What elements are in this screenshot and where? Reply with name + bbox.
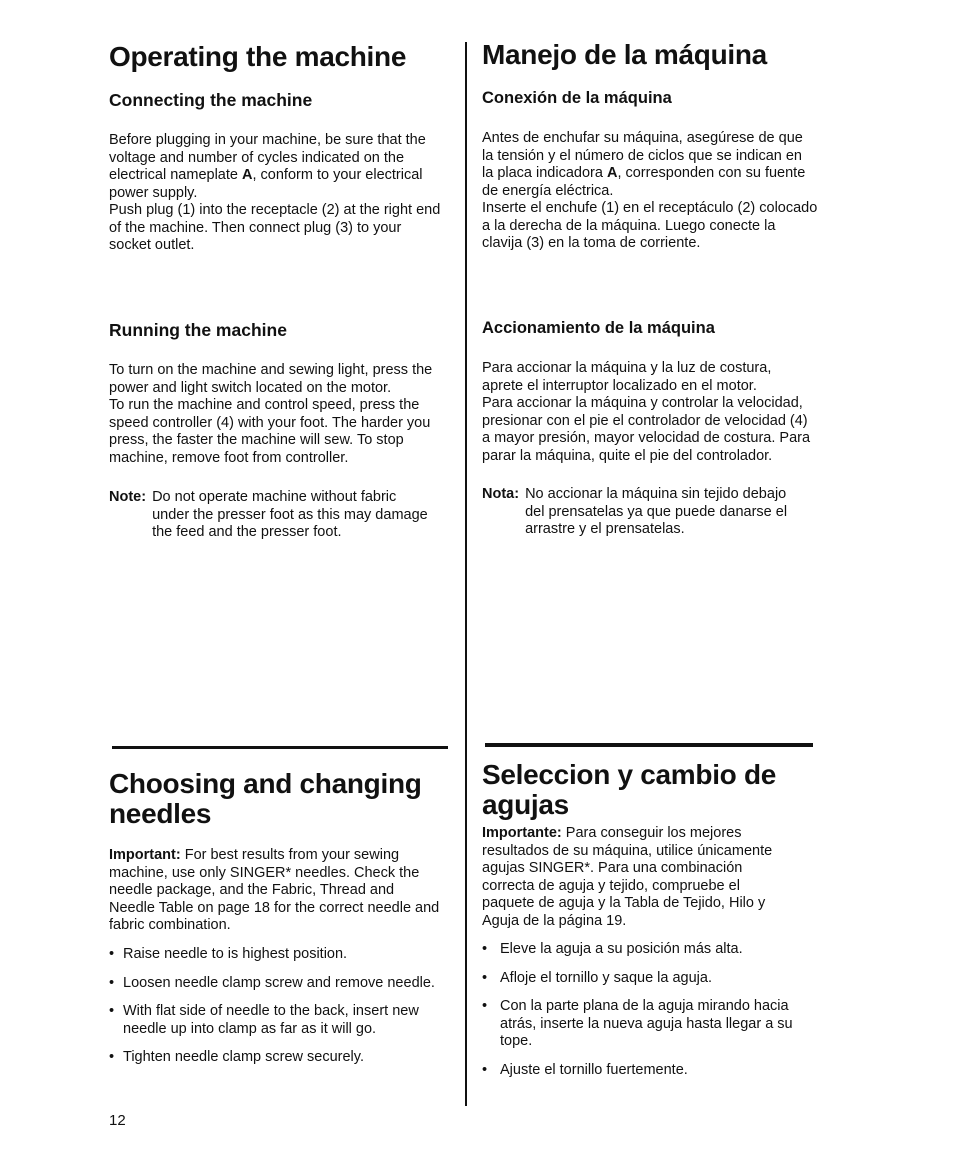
list-item: • Tighten needle clamp screw securely. [109,1049,364,1065]
connecting-text-es: Antes de enchufar su máquina, asegúrese de que la tensión y el número de ciclos que se indican en la placa indicadora A, corresponden con su fuente de energía eléctrica. Inserte el enchufe (1) en el receptáculo (2) colocado a la derecha de la máquina. Luego conecte la clavija (3) en la toma de corriente. [482,130,818,251]
note-label-es: Nota: [482,486,520,502]
connecting-heading-en: Connecting the machine [109,90,313,110]
bullet-icon: • [482,941,488,957]
list-item: • Ajuste el tornillo fuertemente. [482,1061,688,1078]
bullet-list-es [482,941,827,1079]
running-text-en: To turn on the machine and sewing light, press the power and light switch located on the motor. To run the machine and control speed, press the speed controller (4) with your foot. The harder you press, the faster the machine will sew. To stop machine, remove foot from controller. [109,362,433,466]
bullet-icon: • [109,1049,115,1065]
operating-title-es: Manejo de la máquina [482,39,767,70]
note-es [482,486,822,539]
bullet-icon: • [482,1061,488,1078]
choosing-title-es: Seleccion y cambio de agujas [482,759,777,820]
note-text-en: Do not operate machine without fabric under the presser foot as this may damage the feed and the presser foot. [152,489,428,540]
running-text-es: Para accionar la máquina y la luz de costura, aprete el interruptor localizado en el motor. Para accionar la máquina y controlar la velocidad, presionar con el pie el controlador de velocidad (4) a mayor presión, mayor velocidad de costura. Para parar la máquina, quite el pie del controlador. [482,360,811,464]
list-item: • Afloje el tornillo y saque la aguja. [482,969,712,986]
note-en [109,489,454,542]
running-heading-es: Accionamiento de la máquina [482,319,715,337]
note-text-es: No accionar la máquina sin tejido debajo del prensatelas ya que puede danarse el arrastre y el prensatelas. [525,486,788,537]
bullet-icon: • [109,946,115,962]
operating-title-en: Operating the machine [109,41,407,72]
list-item: • Raise needle to is highest position. [109,946,348,962]
important-en: Important: For best results from your sewing machine, use only SINGER* needles. Check the needle package, and the Fabric, Thread and Needle Table on page 18 for the correct needle and fabric combination. [109,847,440,933]
list-item: • Eleve la aguja a su posición más alta. [482,941,743,957]
connecting-heading-es: Conexión de la máquina [482,89,672,107]
bullet-icon: • [482,969,488,986]
section-rule-en [112,746,448,749]
list-item: • Con la parte plana de la aguja mirando hacia atrás, inserte la nueva aguja hasta llegar a su tope. [482,998,793,1049]
note-label-en: Note: [109,489,147,505]
bullet-icon: • [109,974,115,991]
choosing-title-en: Choosing and changing needles [109,768,422,829]
bullet-icon: • [482,998,488,1014]
important-es: Importante: Para conseguir los mejores resultados de su máquina, utilice únicamente agujas SINGER*. Para una combinación correcta de aguja y tejido, compruebe el paquete de aguja y la Tabla de Tejido, Hilo y Aguja de la página 19. [482,825,773,929]
bullet-list-en [109,946,459,1067]
section-rule-es [485,743,813,747]
connecting-text-en: Before plugging in your machine, be sure that the voltage and number of cycles indicated on the electrical nameplate A, conform to your electrical power supply. Push plug (1) into the receptacle (2) at the right end of the machine. Then connect plug (3) to your socket outlet. [109,132,441,253]
column-divider [465,42,467,1106]
list-item: • Loosen needle clamp screw and remove needle. [109,974,435,991]
page-number: 12 [109,1112,126,1129]
bullet-icon: • [109,1003,115,1019]
list-item: • With flat side of needle to the back, insert new needle up into clamp as far as it will go. [109,1003,419,1037]
running-heading-en: Running the machine [109,320,287,340]
